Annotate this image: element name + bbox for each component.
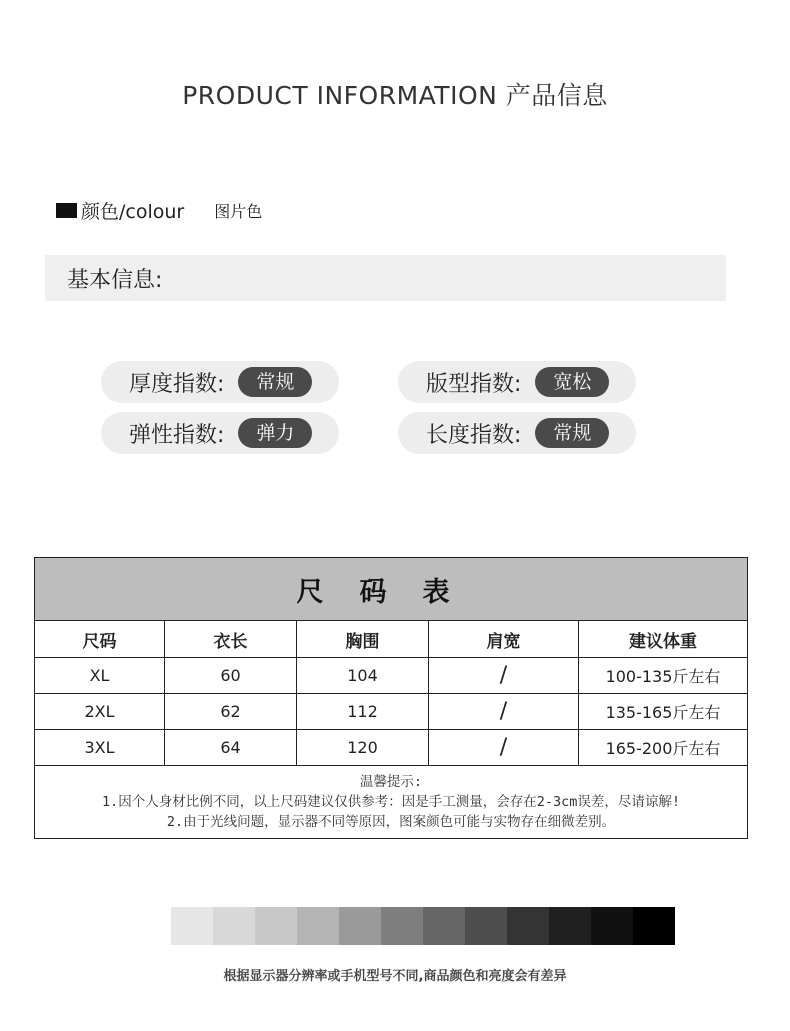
cell-weight: 135-165斤左右	[579, 694, 748, 730]
index-length	[398, 412, 636, 454]
header-length: 衣长	[165, 621, 297, 658]
cell-size: 2XL	[35, 694, 165, 730]
cell-weight: 100-135斤左右	[579, 658, 748, 694]
colour-label: 颜色/colour	[81, 200, 185, 223]
header-weight: 建议体重	[579, 621, 748, 658]
table-row	[35, 730, 748, 766]
index-label: 弹性指数:	[129, 422, 225, 448]
cell-size: 3XL	[35, 730, 165, 766]
table-header-row	[35, 621, 748, 658]
grayscale-swatch	[549, 907, 591, 945]
cell-shoulder: /	[429, 658, 579, 694]
cell-length: 64	[165, 730, 297, 766]
header-size: 尺码	[35, 621, 165, 658]
cell-length: 60	[165, 658, 297, 694]
colour-value: 图片色	[214, 201, 263, 221]
index-label: 版型指数:	[426, 371, 522, 397]
index-value-badge: 宽松	[535, 367, 609, 397]
colour-row	[56, 197, 262, 223]
index-fit	[398, 361, 636, 403]
grayscale-swatch	[591, 907, 633, 945]
notes-cell	[35, 766, 748, 839]
cell-weight: 165-200斤左右	[579, 730, 748, 766]
index-label: 厚度指数:	[129, 371, 225, 397]
notes-line-1: 1.因个人身材比例不同，以上尺码建议仅供参考：因是手工测量，会存在2-3cm误差，尽请谅解!	[101, 794, 681, 810]
grayscale-strip	[171, 907, 675, 945]
grayscale-swatch	[633, 907, 675, 945]
size-table-title: 尺码表	[35, 558, 748, 621]
header-chest: 胸围	[297, 621, 429, 658]
cell-shoulder: /	[429, 730, 579, 766]
grayscale-swatch	[255, 907, 297, 945]
grayscale-swatch	[507, 907, 549, 945]
grayscale-swatch	[465, 907, 507, 945]
cell-shoulder: /	[429, 694, 579, 730]
size-table	[34, 557, 748, 839]
cell-chest: 112	[297, 694, 429, 730]
notes-heading: 温馨提示:	[359, 774, 423, 790]
basic-info-bar	[45, 255, 726, 301]
index-elasticity	[101, 412, 339, 454]
cell-length: 62	[165, 694, 297, 730]
index-value-badge: 弹力	[238, 418, 312, 448]
index-value-badge: 常规	[238, 367, 312, 397]
grayscale-swatch	[423, 907, 465, 945]
index-value-badge: 常规	[535, 418, 609, 448]
table-row	[35, 658, 748, 694]
footer-note: 根据显示器分辨率或手机型号不同,商品颜色和亮度会有差异	[223, 969, 567, 984]
table-row	[35, 694, 748, 730]
square-icon	[56, 203, 77, 218]
index-thickness	[101, 361, 339, 403]
grayscale-swatch	[297, 907, 339, 945]
header-shoulder: 肩宽	[429, 621, 579, 658]
grayscale-swatch	[339, 907, 381, 945]
cell-chest: 104	[297, 658, 429, 694]
basic-info-heading: 基本信息:	[67, 267, 163, 293]
grayscale-swatch	[381, 907, 423, 945]
grayscale-swatch	[171, 907, 213, 945]
index-label: 长度指数:	[426, 422, 522, 448]
cell-size: XL	[35, 658, 165, 694]
cell-chest: 120	[297, 730, 429, 766]
notes-line-2: 2.由于光线问题，显示器不同等原因，图案颜色可能与实物存在细微差别。	[166, 814, 616, 830]
grayscale-swatch	[213, 907, 255, 945]
page-title: PRODUCT INFORMATION 产品信息	[182, 81, 608, 110]
